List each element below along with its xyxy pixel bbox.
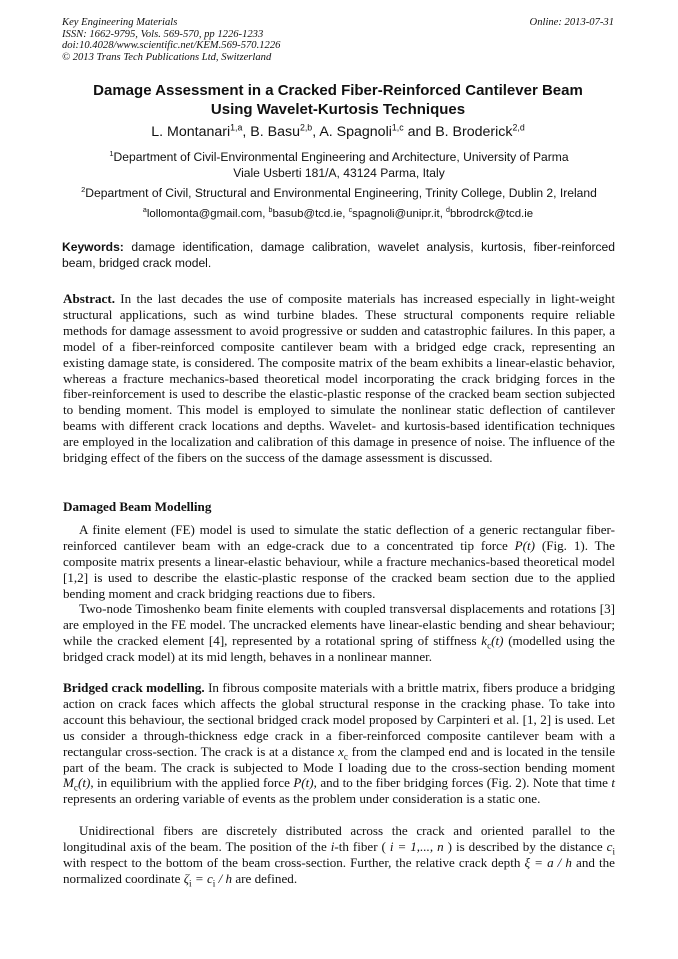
keywords-text: damage identification, damage calibration, wavelet analysis, kurtosis, fiber-reinforced beam, bridged crack model. bbox=[62, 240, 615, 270]
math-expression: ξ = a / h bbox=[524, 854, 572, 870]
affiliation-text: Department of Civil-Environmental Engineering and Architecture, University of Parma bbox=[113, 150, 569, 164]
section-heading: Damaged Beam Modelling bbox=[63, 499, 212, 514]
math-expression: = c bbox=[191, 870, 213, 886]
journal-name: Key Engineering Materials bbox=[62, 17, 178, 28]
paragraph-text: ) is described by the distance bbox=[443, 838, 607, 854]
issn-line: ISSN: 1662-9795, Vols. 569-570, pp 1226-1233 bbox=[62, 28, 264, 40]
paragraph-text: and the normalized coordinate bbox=[63, 854, 615, 886]
paragraph-text: Unidirectional fibers are discretely distributed across the crack and oriented parallel to the longitudinal axis of the beam. The position of the bbox=[63, 823, 615, 854]
math-symbol: i bbox=[330, 838, 335, 854]
math-symbol: k bbox=[481, 632, 488, 648]
math-expression: / h bbox=[215, 870, 233, 886]
online-date: Online: 2013-07-31 bbox=[529, 17, 614, 28]
math-symbol: P(t) bbox=[293, 775, 314, 791]
paragraph-text: , in equilibrium with the applied force bbox=[90, 775, 294, 791]
title-line-2: Using Wavelet-Kurtosis Techniques bbox=[210, 100, 466, 118]
affiliation-number: 1 bbox=[109, 148, 114, 158]
affiliation-text: Department of Civil, Structural and Environmental Engineering, Trinity College, Dublin 2, Ireland bbox=[85, 186, 597, 200]
author-affiliation-mark: 1,a bbox=[230, 122, 243, 133]
math-symbol: x bbox=[338, 743, 344, 759]
author-affiliation-mark: 2,b bbox=[299, 122, 313, 133]
keywords-block bbox=[62, 240, 615, 271]
email-link[interactable]: lollomonta@gmail.com, bbox=[146, 208, 269, 220]
author-list bbox=[62, 123, 614, 141]
email-link[interactable]: bbrodrck@tcd.ie bbox=[449, 208, 534, 220]
math-subscript: i bbox=[189, 878, 192, 889]
math-symbol: c bbox=[606, 838, 613, 854]
paragraph-text: , and to the fiber bridging forces (Fig. 2). Note that time bbox=[313, 775, 612, 791]
paragraph-text: -th fiber ( bbox=[334, 838, 390, 854]
math-symbol: (t) bbox=[78, 775, 91, 791]
math-subscript: c bbox=[73, 783, 78, 794]
email-link[interactable]: basub@tcd.ie, bbox=[272, 208, 349, 220]
paragraph-text: A finite element (FE) model is used to simulate the static deflection of a generic rectangular fiber-reinforced cantilever beam with an edge-crack due to a concentrated tip force bbox=[63, 522, 615, 553]
author-separator: and bbox=[403, 124, 436, 140]
abstract-text: In the last decades the use of composite materials has increased especially in light-weight structural applications, such as wind turbine blades. These structural components require reliable methods for damage assessment to avoid progressive or sudden and catastrophic failures. In this paper, a model of a fiber-reinforced composite cantilever beam with a bridged edge crack, representing an existing damage state, is considered. The composite matrix of the beam exhibits a linear-elastic behavior, whereas a fracture mechanics-based theoretical model incorporating the crack bridging forces in the fiber-reinforcement is used to describe the elastic-plastic response of the cracked beam section subjected to bending moment. This model is employed to simulate the nonlinear static deflection of cantilever beams with different crack locations and depths. Wavelet- and kurtosis-based identification techniques are employed in the localization and calibration of this damage in presence of noise. The influence of the bridging effect of the fibers on the success of the damage assessment is discussed. bbox=[63, 291, 615, 466]
abstract-label: Abstract. bbox=[63, 291, 115, 306]
paragraph-text: In fibrous composite materials with a brittle matrix, fibers produce a bridging action on crack faces which affects the global structural response in the cracking phase. To take into account this behaviour, the sectional bridged crack model proposed by Carpinteri et al. [1, 2] is used. Let us consider a through-thickness edge crack in a fiber-reinforced composite cantilever beam with a rectangular cross-section. The crack is at a distance bbox=[63, 680, 615, 759]
copyright-line: © 2013 Trans Tech Publications Ltd, Switzerland bbox=[62, 51, 272, 63]
run-in-heading: Bridged crack modelling. bbox=[63, 680, 205, 695]
author-name: B. Broderick bbox=[435, 124, 513, 140]
math-symbol: t bbox=[611, 775, 615, 791]
author-separator: , bbox=[242, 124, 251, 140]
paragraph-text: represents an ordering variable of events as the problem under consideration is a static one. bbox=[63, 791, 541, 807]
affiliation-2 bbox=[40, 186, 638, 202]
body-paragraph bbox=[63, 601, 615, 665]
body-paragraph bbox=[63, 823, 615, 887]
math-expression: i = 1,..., n bbox=[389, 838, 444, 854]
title-line-1: Damage Assessment in a Cracked Fiber-Reinforced Cantilever Beam bbox=[93, 82, 583, 99]
author-separator: , bbox=[312, 124, 320, 140]
body-paragraph bbox=[63, 680, 615, 807]
math-subscript: i bbox=[212, 878, 216, 889]
paragraph-text: Two-node Timoshenko beam finite elements with coupled transversal displacements and rotations [3] are employed in the FE model. The uncracked elements have linear-elastic bending and shear behaviour; while the cracked element [4], represented by a rotational spring of stiffness bbox=[63, 601, 615, 648]
abstract-paragraph bbox=[63, 291, 615, 466]
paper-title bbox=[62, 82, 614, 119]
affiliation-1 bbox=[40, 150, 638, 181]
math-symbol: P(t) bbox=[514, 537, 535, 553]
paragraph-text: with respect to the bottom of the beam cross-section. Further, the relative crack depth bbox=[63, 854, 525, 870]
affiliation-address: Viale Usberti 181/A, 43124 Parma, Italy bbox=[233, 165, 445, 180]
email-mark: d bbox=[446, 207, 450, 215]
paragraph-text: from the clamped end and is located in the tensile part of the beam. The crack is subjected to Mode I loading due to the cross-section bending moment bbox=[63, 743, 616, 775]
author-affiliation-mark: 2,d bbox=[512, 122, 525, 133]
math-symbol: (t) bbox=[491, 632, 504, 648]
math-subscript: c bbox=[487, 640, 492, 651]
paragraph-text: are defined. bbox=[232, 870, 298, 886]
email-mark: b bbox=[268, 207, 273, 215]
email-mark: a bbox=[142, 207, 147, 215]
author-emails bbox=[62, 207, 614, 221]
affiliation-number: 2 bbox=[81, 184, 86, 194]
body-paragraph bbox=[63, 522, 615, 602]
math-symbol: M bbox=[63, 775, 74, 791]
doi-line: doi:10.4028/www.scientific.net/KEM.569-570.1226 bbox=[62, 40, 281, 51]
math-subscript: c bbox=[343, 751, 348, 762]
paragraph-text: (modelled using the bridged crack model) at its mid length, behaves in a nonlinear manner. bbox=[63, 632, 615, 664]
keywords-label: Keywords: bbox=[62, 240, 124, 254]
author-name: A. Spagnoli bbox=[319, 124, 392, 140]
email-link[interactable]: spagnoli@unipr.it, bbox=[352, 208, 447, 220]
author-affiliation-mark: 1,c bbox=[391, 122, 404, 133]
author-name: B. Basu bbox=[250, 124, 300, 140]
paragraph-text: (Fig. 1). The composite matrix presents a linear-elastic behaviour, while a fracture mechanics-based theoretical model [1,2] is used to describe the elastic-plastic response of the cracked beam section due to the applied bending moment and crack bridging reactions due to fibers. bbox=[63, 537, 615, 601]
email-mark: c bbox=[348, 207, 353, 215]
author-name: L. Montanari bbox=[151, 124, 231, 140]
math-subscript: i bbox=[612, 846, 615, 857]
math-symbol: ζ bbox=[183, 870, 190, 886]
